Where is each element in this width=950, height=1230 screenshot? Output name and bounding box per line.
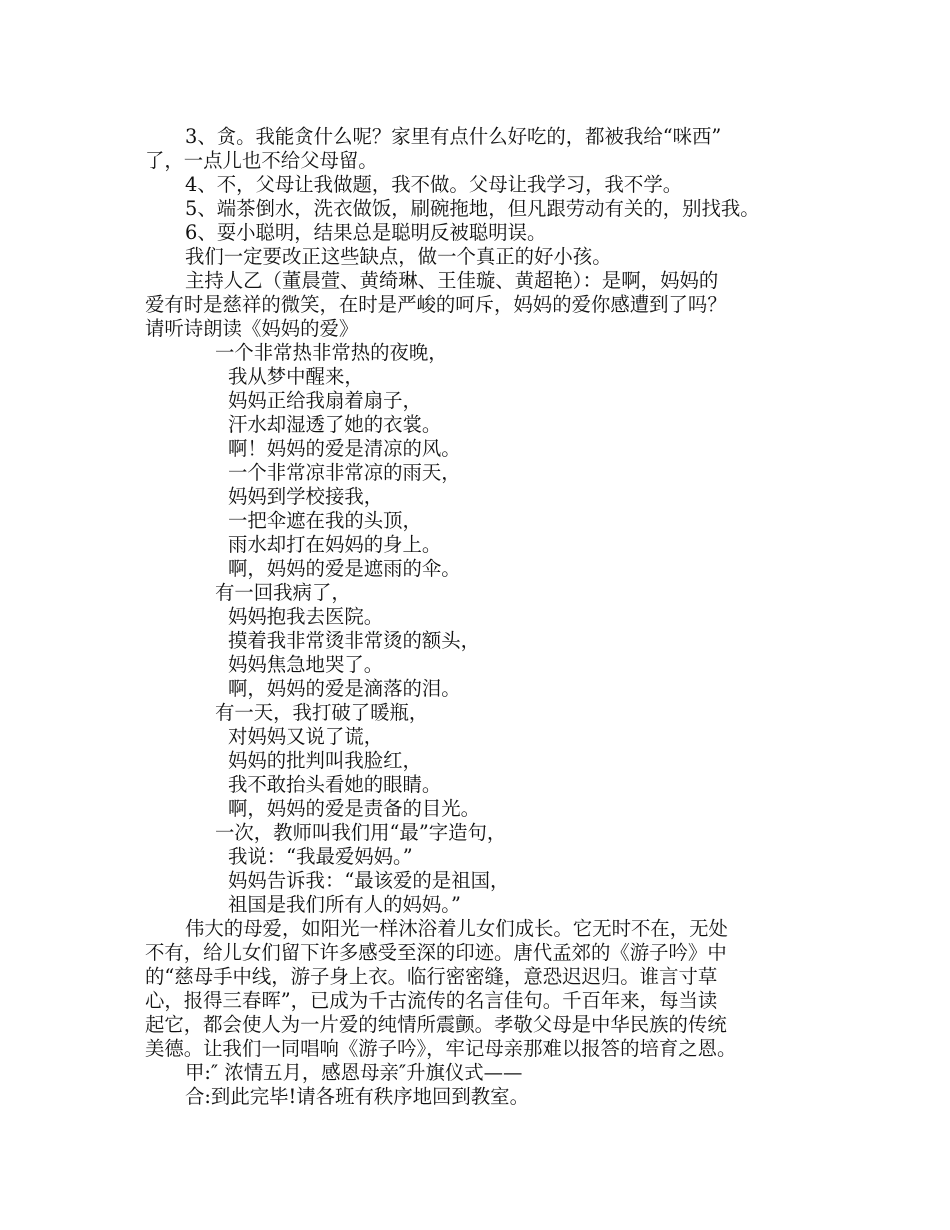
poem-line: 一个非常凉非常凉的雨天，: [228, 461, 461, 484]
poem-line: 摸着我非常烫非常烫的额头，: [228, 629, 481, 652]
poem-line: 妈妈焦急地哭了。: [228, 653, 384, 676]
text-line: 不有，给儿女们留下许多感受至深的印迹。唐代孟郊的《游子吟》中: [145, 941, 727, 964]
text-line: 4、不，父母让我做题，我不做。父母让我学习，我不学。: [185, 173, 683, 196]
poem-line: 有一回我病了，: [215, 581, 351, 604]
poem-line: 妈妈到学校接我，: [228, 485, 384, 508]
poem-line: 妈妈抱我去医院。: [228, 605, 384, 628]
poem-line: 我说：“我最爱妈妈。”: [228, 845, 413, 868]
poem-line: 对妈妈又说了谎，: [228, 725, 384, 748]
poem-line: 啊，妈妈的爱是遮雨的伞。: [228, 557, 461, 580]
poem-line: 祖国是我们所有人的妈妈。”: [228, 893, 461, 916]
text-line: 了，一点儿也不给父母留。: [145, 149, 378, 172]
poem-line: 妈妈告诉我：“最该爱的是祖国，: [228, 869, 510, 892]
poem-line: 啊，妈妈的爱是滴落的泪。: [228, 677, 461, 700]
text-line: 主持人乙（董晨萱、黄绮琳、王佳璇、黄超艳）：是啊，妈妈的: [185, 269, 719, 292]
poem-line: 汗水却湿透了她的衣裳。: [228, 413, 442, 436]
poem-line: 妈妈的批判叫我脸红，: [228, 749, 422, 772]
text-line: 请听诗朗读《妈妈的爱》: [145, 317, 359, 340]
text-line: 合:到此完毕!请各班有秩序地回到教室。: [185, 1085, 529, 1108]
poem-line: 有一天，我打破了暖瓶，: [215, 701, 429, 724]
poem-line: 啊，妈妈的爱是责备的目光。: [228, 797, 481, 820]
poem-line: 一个非常热非常热的夜晚，: [215, 341, 448, 364]
text-line: 3、贪。我能贪什么呢？家里有点什么好吃的，都被我给“咪西”: [185, 125, 722, 148]
text-line: 爱有时是慈祥的微笑，在时是严峻的呵斥，妈妈的爱你感遭到了吗？: [145, 293, 727, 316]
poem-line: 啊！妈妈的爱是清凉的风。: [228, 437, 461, 460]
text-line: 起它，都会使人为一片爱的纯情所震颤。孝敬父母是中华民族的传统: [145, 1013, 727, 1036]
poem-line: 我不敢抬头看她的眼睛。: [228, 773, 442, 796]
text-line: 6、耍小聪明，结果总是聪明反被聪明误。: [185, 221, 547, 244]
text-line: 美德。让我们一同唱响《游子吟》，牢记母亲那难以报答的培育之恩。: [145, 1037, 737, 1060]
poem-line: 妈妈正给我扇着扇子，: [228, 389, 422, 412]
text-line: 甲:″ 浓情五月，感恩母亲″升旗仪式——: [185, 1061, 523, 1084]
poem-line: 雨水却打在妈妈的身上。: [228, 533, 442, 556]
text-line: 心，报得三春晖”，已成为千古流传的名言佳句。千百年来，每当读: [145, 989, 718, 1012]
text-line: 我们一定要改正这些缺点，做一个真正的好小孩。: [185, 245, 612, 268]
poem-line: 我从梦中醒来，: [228, 365, 364, 388]
text-line: 的“慈母手中线，游子身上衣。临行密密缝，意恐迟迟归。谁言寸草: [145, 965, 718, 988]
poem-line: 一次，教师叫我们用“最”字造句，: [215, 821, 507, 844]
poem-line: 一把伞遮在我的头顶，: [228, 509, 422, 532]
text-line: 5、端茶倒水，洗衣做饭，刷碗拖地，但凡跟劳动有关的，别找我。: [185, 197, 760, 220]
text-line: 伟大的母爱，如阳光一样沐浴着儿女们成长。它无时不在，无处: [185, 917, 728, 940]
